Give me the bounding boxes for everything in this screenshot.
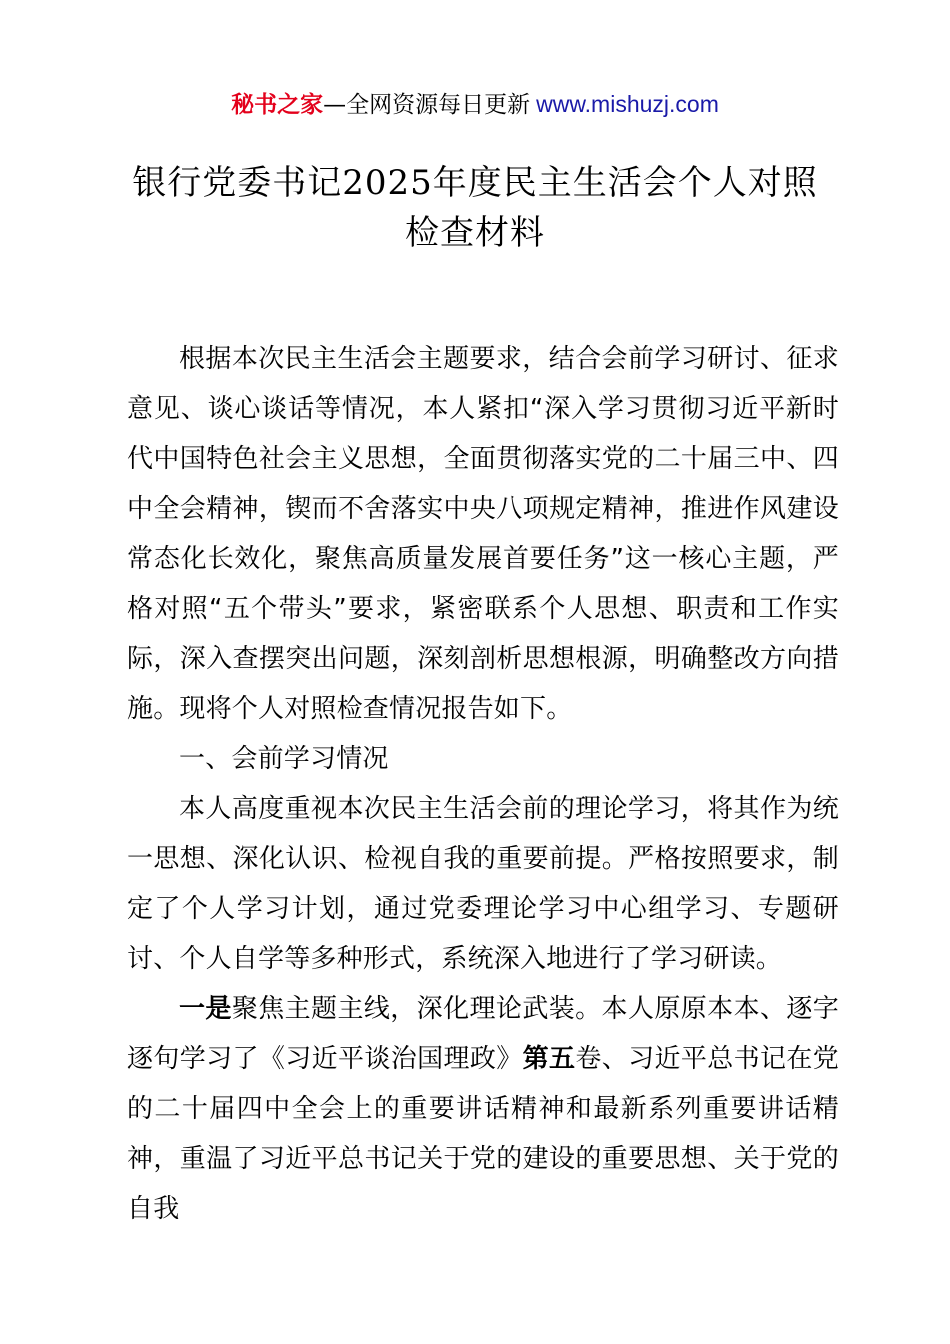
title-line-2: 检查材料 <box>405 213 545 253</box>
title-line-1: 银行党委书记2025年度民主生活会个人对照 <box>132 163 818 203</box>
site-url-link[interactable]: www.mishuzj.com <box>536 91 719 117</box>
brand-name: 秘书之家 <box>231 92 324 118</box>
document-title <box>100 158 850 258</box>
header-dash: — <box>323 92 347 118</box>
intro-paragraph: 根据本次民主生活会主题要求，结合会前学习研讨、征求意见、谈心谈话等情况，本人紧扣“深入学习贯彻习近平新时代中国特色社会主义思想，全面贯彻落实党的二十届三中、四中全会精神，锲而不舍落实中央八项规定精神，推进作风建设常态化长效化，聚焦高质量发展首要任务”这一核心主题，严格对照“五个带头”要求，紧密联系个人思想、职责和工作实际，深入查摆突出问题，深刻剖析思想根源，明确整改方向措施。现将个人对照检查情况报告如下。 <box>127 344 839 724</box>
section-heading: 一、会前学习情况 <box>179 744 389 774</box>
study-paragraph: 本人高度重视本次民主生活会前的理论学习，将其作为统一思想、深化认识、检视自我的重要前提。严格按照要求，制定了个人学习计划，通过党委理论学习中心组学习、专题研讨、个人自学等多种形式，系统深入地进行了学习研读。 <box>127 794 839 974</box>
point-one-lead: 一是 <box>179 994 232 1024</box>
site-header <box>0 86 950 123</box>
point-one-paragraph <box>127 984 839 1234</box>
point-one-bold: 第五 <box>522 1044 576 1074</box>
point-one-text-b: 卷、习近平总书记在党的二十届四中全会上的重要讲话精神和最新系列重要讲话精神，重温了习近平总书记关于党的建设的重要思想、关于党的自我 <box>127 1044 839 1224</box>
document-body <box>127 334 839 1234</box>
point-one-text-a: 聚焦主题主线，深化理论武装。本人原原本本、逐字逐句学习了《习近平谈治国理政》 <box>127 994 839 1074</box>
header-tagline: 全网资源每日更新 <box>346 92 531 118</box>
